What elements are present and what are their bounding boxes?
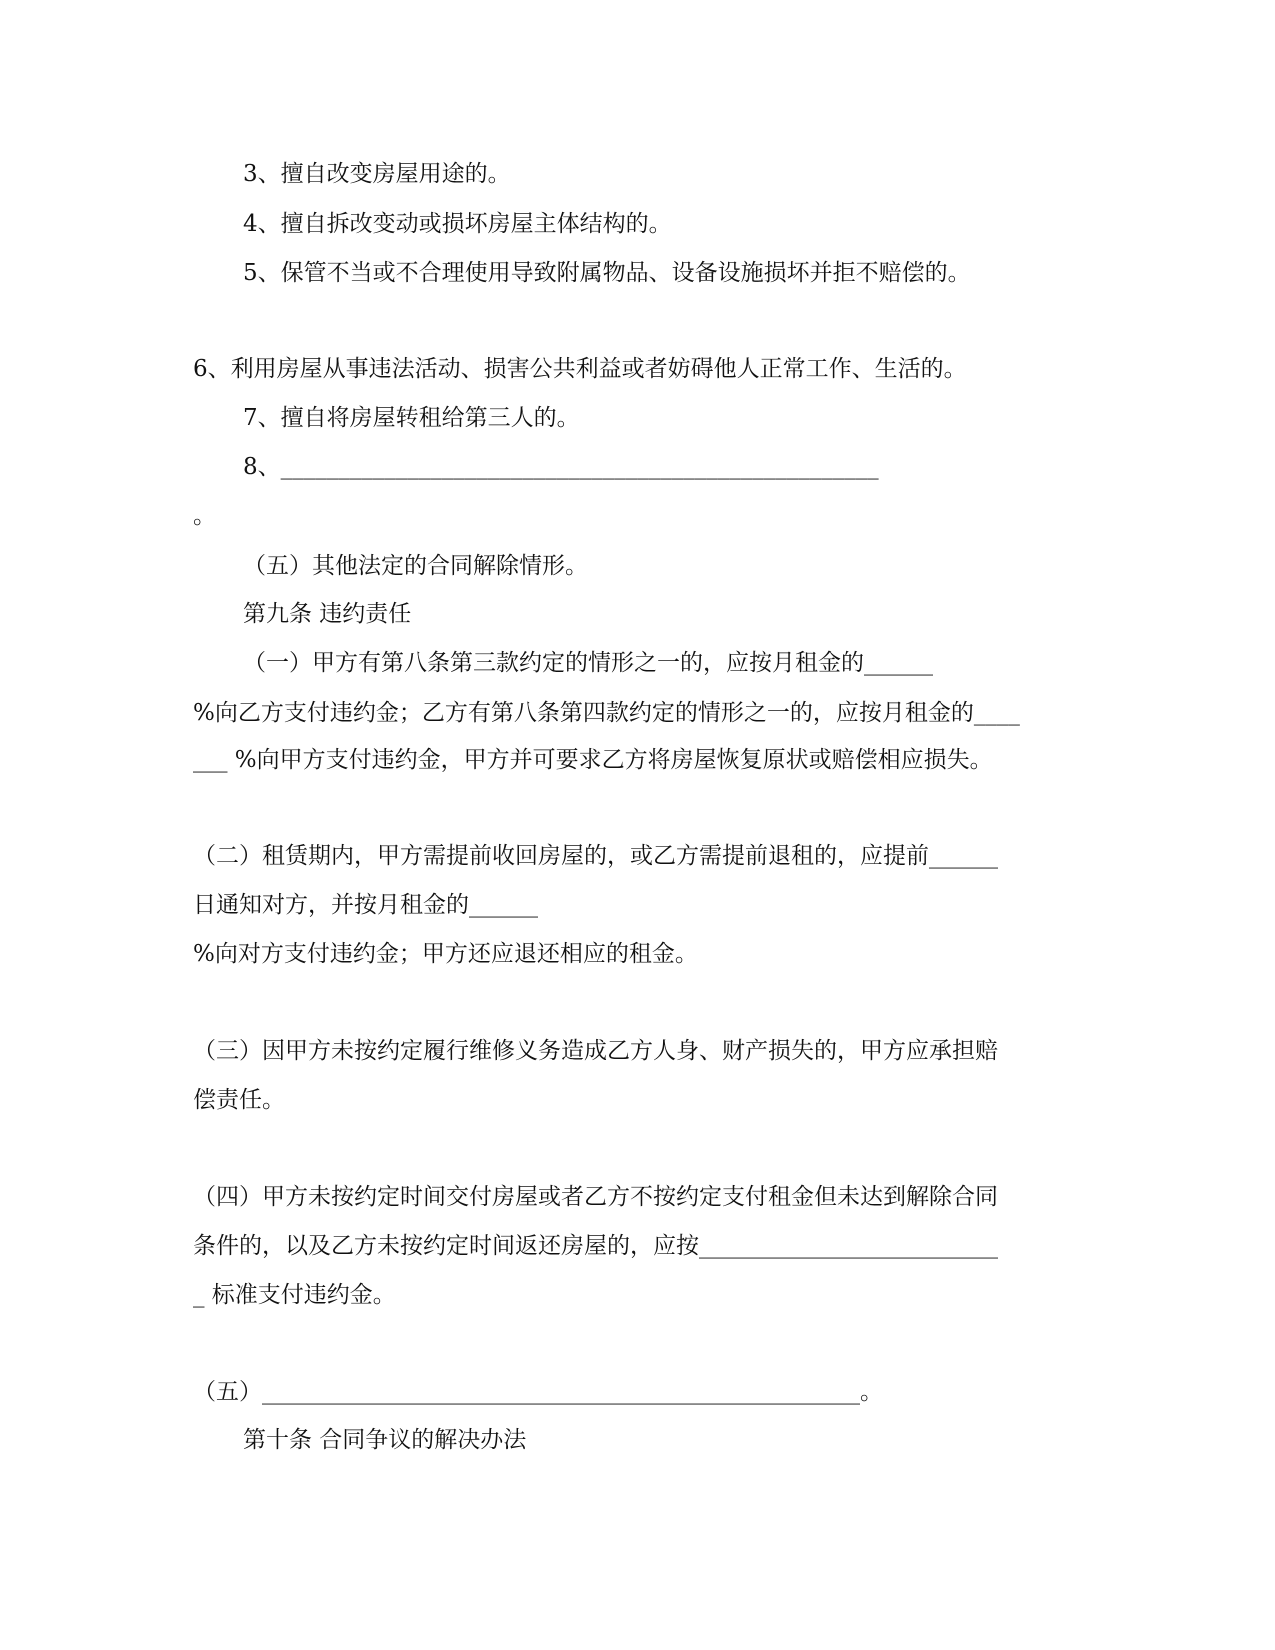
clause-item-8-blank: 8、____________________________________________________	[243, 454, 879, 480]
breach-clause-4-line-2: 条件的，以及乙方未按约定时间返还房屋的，应按__________________________	[193, 1233, 998, 1259]
breach-clause-3-line-2: 偿责任。	[193, 1087, 285, 1113]
breach-clause-5: （五）____________________________________________________。	[193, 1379, 883, 1405]
clause-item-3: 3、擅自改变房屋用途的。	[243, 161, 511, 187]
article-10-heading: 第十条 合同争议的解决办法	[243, 1427, 527, 1453]
breach-clause-1-line-3: ___ %向甲方支付违约金，甲方并可要求乙方将房屋恢复原状或赔偿相应损失。	[193, 747, 993, 773]
clause-item-8-end: 。	[193, 503, 216, 529]
breach-clause-4-line-3: _ 标准支付违约金。	[193, 1282, 396, 1308]
clause-item-4: 4、擅自拆改变动或损坏房屋主体结构的。	[243, 211, 672, 237]
breach-clause-1-line-2: %向乙方支付违约金；乙方有第八条第四款约定的情形之一的，应按月租金的____	[193, 700, 1020, 726]
termination-other-cases: （五）其他法定的合同解除情形。	[243, 553, 588, 579]
clause-item-7: 7、擅自将房屋转租给第三人的。	[243, 405, 580, 431]
clause-item-6: 6、利用房屋从事违法活动、损害公共利益或者妨碍他人正常工作、生活的。	[193, 356, 967, 382]
breach-clause-2-line-1: （二）租赁期内，甲方需提前收回房屋的，或乙方需提前退租的，应提前______	[193, 843, 998, 869]
breach-clause-2-line-3: %向对方支付违约金；甲方还应退还相应的租金。	[193, 941, 698, 967]
clause-item-5: 5、保管不当或不合理使用导致附属物品、设备设施损坏并拒不赔偿的。	[243, 260, 971, 286]
breach-clause-4-line-1: （四）甲方未按约定时间交付房屋或者乙方不按约定支付租金但未达到解除合同	[193, 1184, 998, 1210]
article-9-heading: 第九条 违约责任	[243, 601, 412, 627]
breach-clause-1-line-1: （一）甲方有第八条第三款约定的情形之一的，应按月租金的______	[243, 650, 933, 676]
breach-clause-2-line-2: 日通知对方，并按月租金的______	[193, 892, 538, 918]
breach-clause-3-line-1: （三）因甲方未按约定履行维修义务造成乙方人身、财产损失的，甲方应承担赔	[193, 1038, 998, 1064]
